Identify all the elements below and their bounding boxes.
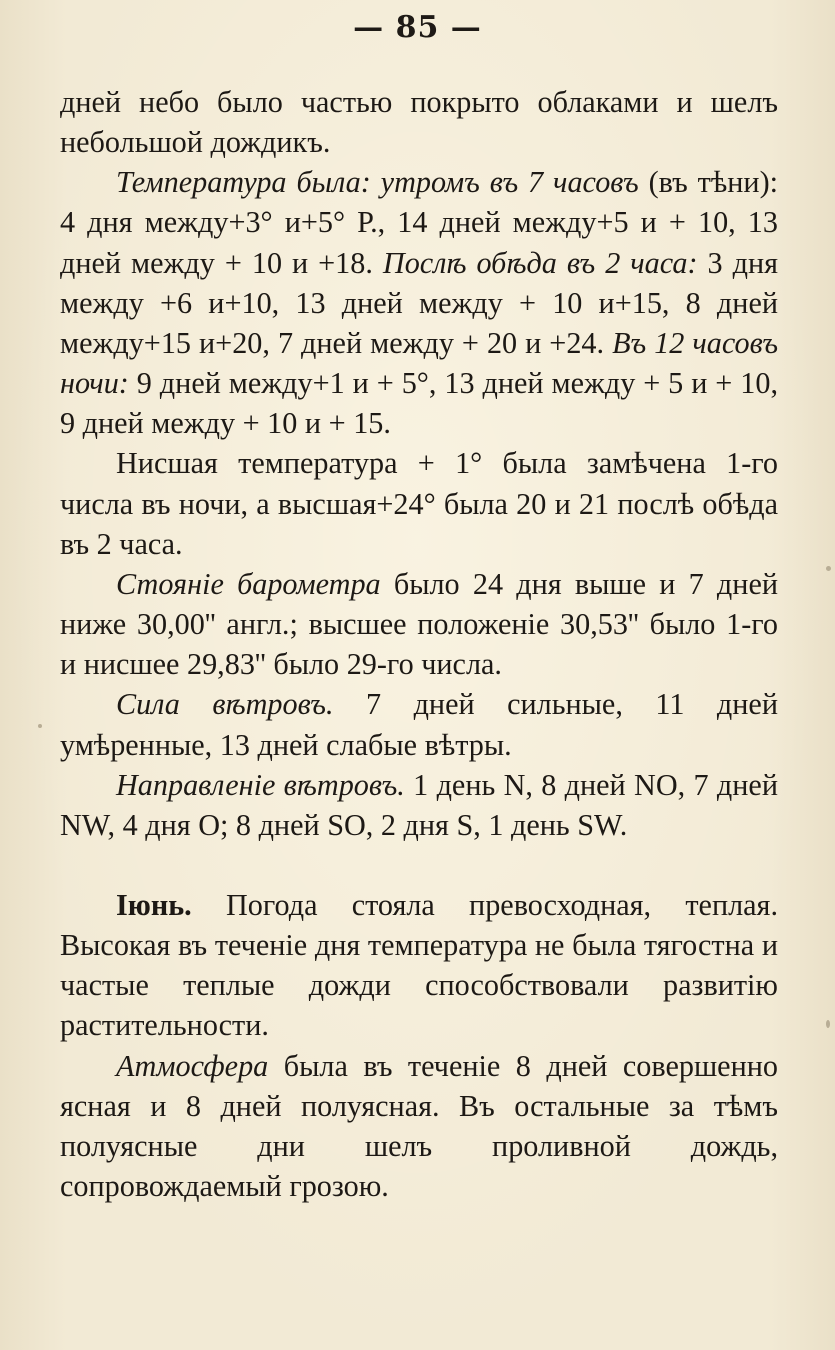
night-heading: Въ 12 часовъ ночи: (60, 325, 778, 401)
page-body (60, 82, 778, 1206)
june-text: Погода стояла превосходная, теплая. Высокая въ теченіе дня температура не была тягостна и частые теплые дожди способствовали развитію растительности. (60, 887, 778, 1043)
barometer-heading: Стояніе барометра (116, 566, 381, 601)
barometer-text: было 24 дня выше и 7 дней ниже 30,00'' англ.; высшее положеніе 30,53'' было 1-го и нисшее 29,83'' было 29-го числа. (60, 566, 778, 682)
wind-strength-text: 7 дней сильные, 11 дней умѣренные, 13 дней слабые вѣтры. (60, 687, 778, 762)
paragraph-continuation: дней небо было частью покрыто облаками и шелъ небольшой дождикъ. (60, 85, 778, 160)
paper-speck (38, 724, 42, 728)
paragraph-temperature-extremes: Нисшая температура + 1° была замѣчена 1-го числа въ ночи, а высшая+24° была 20 и 21 послѣ обѣда въ 2 часа. (60, 446, 778, 561)
temperature-afternoon: 3 дня между +6 и+10, 13 дней между + 10 и+15, 8 дней между+15 и+20, 7 дней между + 20 и +24. (60, 245, 778, 360)
paragraph-wind-strength (60, 684, 778, 764)
temperature-morning: (въ тѣни): 4 дня между+3° и+5° Р., 14 дней между+5 и + 10, 13 дней между + 10 и +18. (60, 165, 779, 280)
page-number: — 85 — (353, 10, 482, 45)
paragraph-atmosphere (60, 1046, 778, 1207)
section-gap (60, 845, 778, 885)
wind-direction-heading: Направленіе вѣтровъ. (116, 767, 405, 802)
wind-direction-text: 1 день N, 8 дней NO, 7 дней NW, 4 дня O; 8 дней SO, 2 дня S, 1 день SW. (60, 767, 778, 842)
temperature-night: 9 дней между+1 и + 5°, 13 дней между + 5 и + 10, 9 дней между + 10 и + 15. (60, 366, 778, 441)
atmosphere-text: была въ теченіе 8 дней совершенно ясная и 8 дней полуясная. Въ остальные за тѣмъ полуясные дни шелъ проливной дождь, сопровождаемый грозою. (60, 1048, 778, 1204)
temperature-heading: Температура была: утромъ въ 7 часовъ (116, 165, 639, 200)
atmosphere-heading: Атмосфера (116, 1048, 269, 1083)
wind-strength-heading: Сила вѣтровъ. (116, 687, 334, 722)
paper-speck (826, 1020, 830, 1028)
paragraph-june (60, 885, 778, 1046)
june-heading: Іюнь. (116, 887, 192, 922)
paragraph-temperature (60, 162, 778, 443)
afternoon-heading: Послѣ обѣда въ 2 часа: (382, 245, 698, 280)
paper-speck (826, 566, 831, 571)
paragraph-wind-direction (60, 765, 778, 845)
paragraph-barometer (60, 564, 778, 684)
